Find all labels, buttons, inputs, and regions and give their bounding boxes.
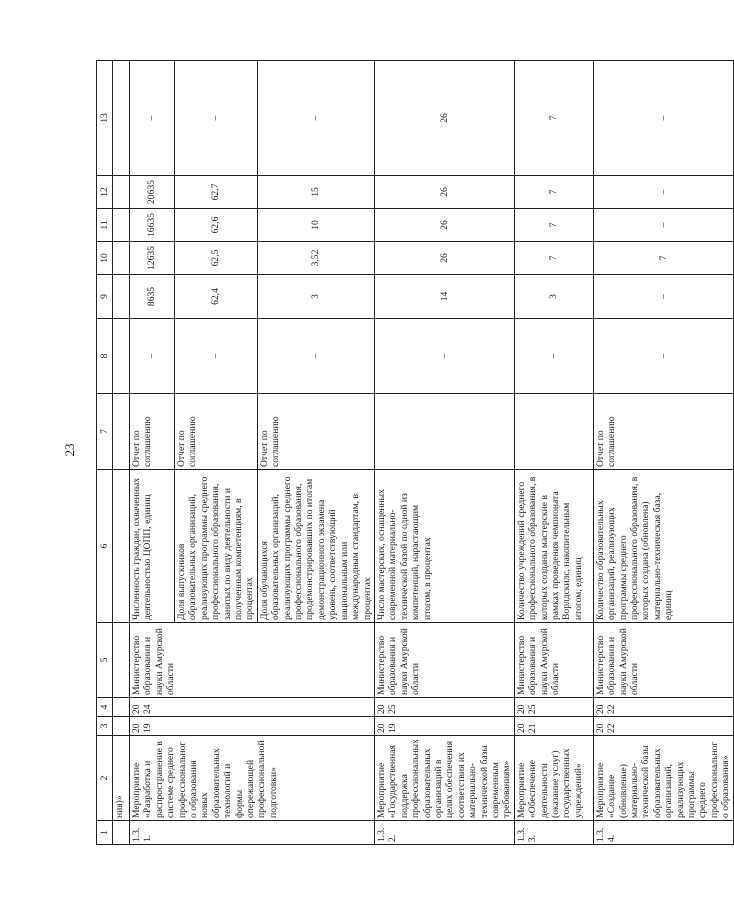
col-num-13: 13	[97, 61, 113, 176]
value-2023: 20635	[130, 176, 175, 209]
measure-name: Мероприятие «Разработка и распространение в системе среднего профессионального образования новых образовательных технологий и формы опережающей профессиональной подготовки»	[130, 736, 375, 821]
value-2019: –	[130, 319, 175, 394]
executor: Министерство образования и науки Амурской области	[514, 623, 593, 698]
table-cell	[113, 698, 130, 717]
table-cell	[113, 176, 130, 209]
table-row	[593, 61, 733, 845]
indicator-name: Количество образовательных организаций, реализующих программы среднего профессионального образования, в которых создана (обновлена) материально-техническая база, единиц	[593, 470, 733, 623]
value-2022: 7	[514, 209, 593, 242]
executor: Министерство образования и науки Амурской области	[374, 623, 514, 698]
page-number: 23	[62, 443, 77, 457]
table-row	[514, 61, 593, 845]
value-2019: –	[374, 319, 514, 394]
col-num-2: 2	[97, 736, 113, 821]
value-2024: –	[175, 61, 258, 176]
indicator-source	[374, 394, 514, 470]
table-cell	[113, 61, 130, 176]
indicator-name: Количество учреждений среднего профессионального образования, в которых созданы мастерские в рамках проведения чемпионата Ворлдскилс, накопительным итогом, единиц	[514, 470, 593, 623]
col-num-1: 1	[97, 821, 113, 845]
value-2020: 3	[514, 275, 593, 319]
row-id: 1.3.1.	[130, 821, 375, 845]
table-cell	[113, 209, 130, 242]
row-id: 1.3.2.	[374, 821, 514, 845]
table-cell	[113, 470, 130, 623]
col-num-4: 4	[97, 698, 113, 717]
value-2020: –	[593, 275, 733, 319]
col-num-9: 9	[97, 275, 113, 319]
value-2021: 26	[374, 242, 514, 275]
start-year: 2019	[130, 717, 375, 736]
table-cell	[113, 319, 130, 394]
value-2021: 7	[593, 242, 733, 275]
col-num-5: 5	[97, 623, 113, 698]
value-2023: 26	[374, 176, 514, 209]
value-2024: –	[257, 61, 374, 176]
value-2023: 7	[514, 176, 593, 209]
row-id: 1.3.4.	[593, 821, 733, 845]
continuation-text: ния)»	[113, 736, 130, 821]
value-2022: 16635	[130, 209, 175, 242]
table-cell	[113, 623, 130, 698]
indicator-source: Отчет по соглашению	[257, 394, 374, 470]
value-2020: 3	[257, 275, 374, 319]
measure-name: Мероприятие «Создание (обновление) материально-технической базы образовательных организаций, реализующих программы среднего профессионального образования»	[593, 736, 733, 821]
start-year: 2021	[514, 717, 593, 736]
value-2023: –	[593, 176, 733, 209]
value-2019: –	[593, 319, 733, 394]
value-2023: 15	[257, 176, 374, 209]
value-2022: –	[593, 209, 733, 242]
value-2024: 26	[374, 61, 514, 176]
col-num-3: 3	[97, 717, 113, 736]
end-year: 2024	[130, 698, 375, 717]
value-2024: –	[593, 61, 733, 176]
table-cell	[113, 242, 130, 275]
value-2019: –	[175, 319, 258, 394]
indicator-name: Доля обучающихся образовательных организаций, реализующих программы среднего профессионального образования, продемонстрировавших по итогам демонстрационного экзамена уровень, соответствующий национальным или международным стандартам, в процентах	[257, 470, 374, 623]
table-cell	[113, 275, 130, 319]
col-num-6: 6	[97, 470, 113, 623]
column-number-header	[97, 61, 113, 845]
program-measures-table	[96, 60, 734, 845]
continuation-row	[113, 61, 130, 845]
table-cell	[113, 394, 130, 470]
executor: Министерство образования и науки Амурской области	[593, 623, 733, 698]
indicator-name: Численность граждан, охваченных деятельностью ЦОПП, единиц	[130, 470, 175, 623]
row-id: 1.3.3.	[514, 821, 593, 845]
value-2019: –	[257, 319, 374, 394]
value-2019: –	[514, 319, 593, 394]
value-2020: 14	[374, 275, 514, 319]
indicator-source: Отчет по соглашению	[175, 394, 258, 470]
measure-name: Мероприятие «Обеспечение деятельности (оказание услуг) государственных учреждений»	[514, 736, 593, 821]
start-year: 2019	[374, 717, 514, 736]
value-2020: 8635	[130, 275, 175, 319]
value-2022: 26	[374, 209, 514, 242]
value-2022: 62,6	[175, 209, 258, 242]
value-2024: –	[130, 61, 175, 176]
value-2020: 62,4	[175, 275, 258, 319]
col-num-7: 7	[97, 394, 113, 470]
table-row	[130, 61, 175, 845]
rotated-table-container	[96, 61, 732, 845]
table-row	[374, 61, 514, 845]
indicator-source: Отчет по соглашению	[593, 394, 733, 470]
value-2021: 62,5	[175, 242, 258, 275]
value-2021: 12635	[130, 242, 175, 275]
measure-name: Мероприятие «Государственная поддержка профессиональных образовательных организаций в целях обеспечения соответствия их материально-технической базы современным требованиям»	[374, 736, 514, 821]
end-year: 2022	[593, 698, 733, 717]
value-2024: 7	[514, 61, 593, 176]
col-num-10: 10	[97, 242, 113, 275]
indicator-name: Число мастерских, оснащенных современной материально-технической базой по одной из компетенций, нарастающим итогом, в процентах	[374, 470, 514, 623]
col-num-11: 11	[97, 209, 113, 242]
indicator-name: Доля выпускников образовательных организаций, реализующих программы среднего профессионального образования, занятых по виду деятельности и полученным компетенциям, в процентах	[175, 470, 258, 623]
end-year: 2025	[514, 698, 593, 717]
col-num-12: 12	[97, 176, 113, 209]
col-num-8: 8	[97, 319, 113, 394]
value-2021: 3,52	[257, 242, 374, 275]
executor: Министерство образования и науки Амурской области	[130, 623, 375, 698]
table-cell	[113, 821, 130, 845]
value-2021: 7	[514, 242, 593, 275]
start-year: 2022	[593, 717, 733, 736]
value-2023: 62,7	[175, 176, 258, 209]
indicator-source	[514, 394, 593, 470]
value-2022: 10	[257, 209, 374, 242]
indicator-source: Отчет по соглашению	[130, 394, 175, 470]
end-year: 2025	[374, 698, 514, 717]
table-cell	[113, 717, 130, 736]
